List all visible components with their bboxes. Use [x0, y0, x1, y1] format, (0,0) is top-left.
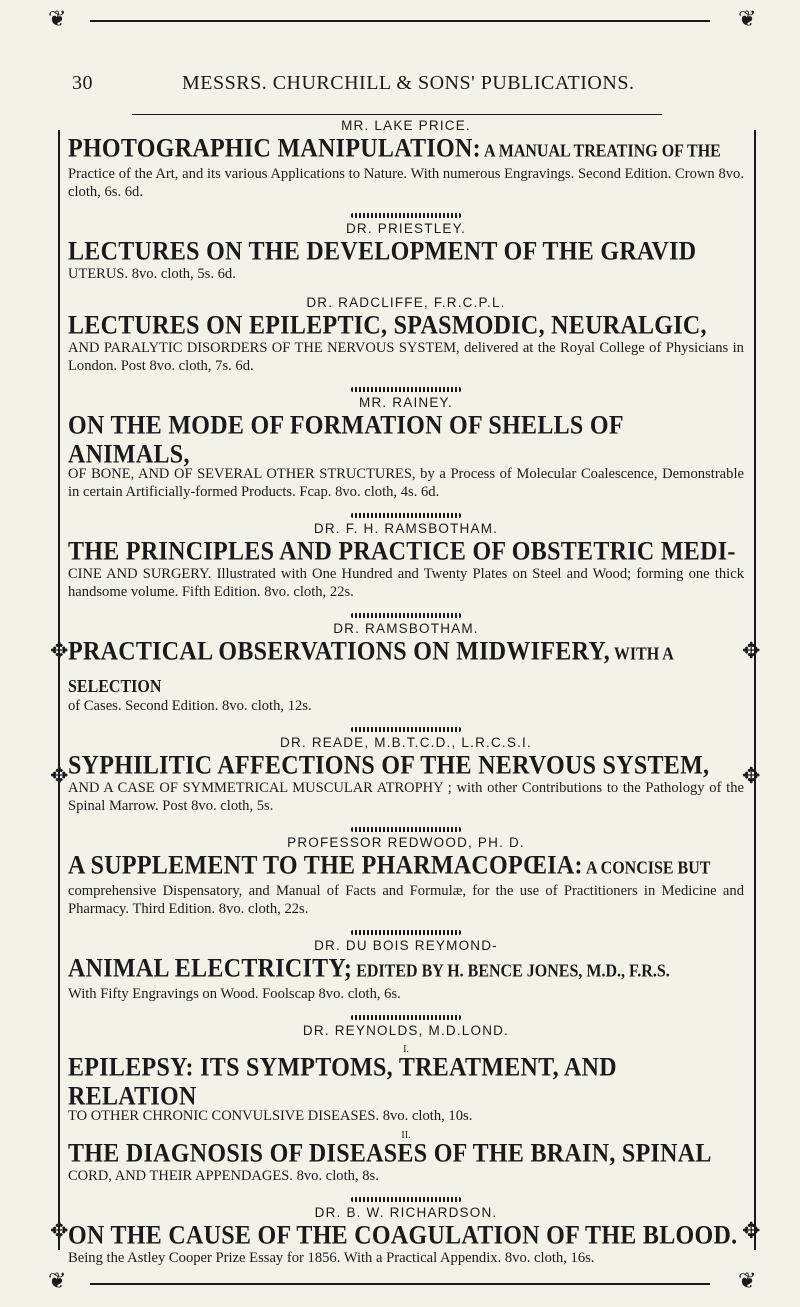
entry-description: UTERUS. 8vo. cloth, 5s. 6d.: [68, 266, 236, 282]
publication-entry: [68, 513, 744, 601]
entry-subtitle: UTERUS.: [68, 266, 129, 282]
corner-ornament-icon: ❦: [738, 1268, 757, 1293]
entry-description: Practice of the Art, and its various Applications to Nature. With numerous Engravings. Second Edition. Crown 8vo. cloth, 6s. 6d.: [68, 166, 744, 200]
wavy-divider: [351, 1197, 461, 1202]
entry-author: PROFESSOR REDWOOD, PH. D.: [287, 835, 525, 850]
publication-entry: [68, 1131, 744, 1185]
entry-title: LECTURES ON EPILEPTIC, SPASMODIC, NEURALGIC,: [68, 311, 707, 341]
publication-entry: [68, 387, 744, 501]
wavy-divider: [351, 513, 461, 518]
entry-title: LECTURES ON THE DEVELOPMENT OF THE GRAVID: [68, 237, 697, 267]
entry-author: MR. LAKE PRICE.: [341, 118, 471, 133]
side-ornament-icon: ✥: [50, 763, 69, 788]
entry-description: comprehensive Dispensatory, and Manual of Facts and Formulæ, for the use of Practitioners in Medicine and Pharmacy. Third Edition. 8vo. cloth, 22s.: [68, 883, 744, 917]
wavy-divider: [351, 727, 461, 732]
wavy-divider: [351, 1015, 461, 1020]
bottom-border-rule: [90, 1283, 710, 1285]
header-underline-rule: [132, 114, 662, 115]
entry-subtitle: CINE AND SURGERY.: [68, 566, 212, 582]
entry-description: AND PARALYTIC DISORDERS OF THE NERVOUS SYSTEM, delivered at the Royal College of Physicians in London. Post 8vo. cloth, 7s. 6d.: [68, 340, 744, 374]
entry-author: DR. REYNOLDS, M.D.LOND.: [302, 1023, 510, 1038]
left-border-rule: [58, 130, 60, 1250]
volume-numeral: I.: [403, 1044, 409, 1055]
corner-ornament-icon: ❦: [48, 6, 67, 31]
entry-subtitle: OF BONE, AND OF SEVERAL OTHER STRUCTURES,: [68, 466, 416, 482]
entry-description: CINE AND SURGERY. Illustrated with One Hundred and Twenty Plates on Steel and Wood; forming one thick handsome volume. Fifth Edition. 8vo. cloth, 22s.: [68, 566, 745, 600]
entry-author: MR. RAINEY.: [359, 395, 453, 410]
entry-title-rest: A MANUAL TREATING OF THE: [480, 141, 721, 161]
publication-entry: [68, 1197, 744, 1267]
entry-title: ON THE MODE OF FORMATION OF SHELLS OF ANIMALS,: [68, 411, 623, 470]
entry-subtitle: AND A CASE OF SYMMETRICAL MUSCULAR ATROPHY ;: [68, 780, 452, 796]
publication-list: [68, 118, 744, 1279]
publication-entry: [68, 118, 744, 201]
entry-author: DR. READE, M.B.T.C.D., L.R.C.S.I.: [280, 735, 532, 750]
side-ornament-icon: ✥: [742, 638, 761, 663]
side-ornament-icon: ✥: [742, 763, 761, 788]
entry-title: THE DIAGNOSIS OF DISEASES OF THE BRAIN, SPINAL: [68, 1139, 712, 1169]
entry-author: DR. DU BOIS REYMOND-: [314, 938, 498, 953]
side-ornament-icon: ✥: [50, 1218, 69, 1243]
entry-title: ANIMAL ELECTRICITY; EDITED BY H. BENCE JONES, M.D., F.R.S.: [68, 954, 670, 984]
running-title: MESSRS. CHURCHILL & SONS' PUBLICATIONS.: [182, 72, 635, 94]
entry-title: PRACTICAL OBSERVATIONS ON MIDWIFERY, WITH A SELECTION: [68, 637, 673, 697]
entry-title: ON THE CAUSE OF THE COAGULATION OF THE BLOOD.: [68, 1221, 738, 1251]
entry-title-rest: A CONCISE BUT: [582, 858, 711, 878]
entry-subtitle: TO OTHER CHRONIC CONVULSIVE DISEASES.: [68, 1108, 380, 1124]
top-border-rule: [90, 20, 710, 22]
publication-entry: [68, 930, 744, 1003]
entry-description: of Cases. Second Edition. 8vo. cloth, 12s.: [68, 698, 312, 714]
entry-title: THE PRINCIPLES AND PRACTICE OF OBSTETRIC MEDI-: [68, 537, 736, 567]
publication-entry: [68, 727, 744, 815]
publication-entry: [68, 613, 744, 715]
publication-entry: [68, 213, 744, 283]
entry-author: DR. PRIESTLEY.: [345, 221, 467, 236]
entry-description: Being the Astley Cooper Prize Essay for 1856. With a Practical Appendix. 8vo. cloth, 16s.: [68, 1250, 595, 1266]
entry-subtitle: AND PARALYTIC DISORDERS OF THE NERVOUS SYSTEM,: [68, 340, 460, 356]
corner-ornament-icon: ❦: [738, 6, 757, 31]
entry-title: EPILEPSY: ITS SYMPTOMS, TREATMENT, AND RELATION: [68, 1053, 617, 1112]
entry-description: With Fifty Engravings on Wood. Foolscap 8vo. cloth, 6s.: [68, 986, 401, 1002]
entry-title: SYPHILITIC AFFECTIONS OF THE NERVOUS SYSTEM,: [68, 751, 710, 781]
entry-title-rest: EDITED BY H. BENCE JONES, M.D., F.R.S.: [352, 961, 670, 981]
publication-entry: [68, 1015, 744, 1125]
side-ornament-icon: ✥: [742, 1218, 761, 1243]
entry-title: A SUPPLEMENT TO THE PHARMACOPŒIA: A CONCISE BUT: [68, 851, 711, 881]
wavy-divider: [351, 387, 461, 392]
entry-author: DR. RADCLIFFE, F.R.C.P.L.: [306, 295, 506, 310]
right-border-rule: [754, 130, 756, 1250]
page-number: 30: [72, 72, 93, 94]
entry-description: OF BONE, AND OF SEVERAL OTHER STRUCTURES, by a Process of Molecular Coalescence, Demonstrable in certain Artificially-formed Products. Fcap. 8vo. cloth, 4s. 6d.: [68, 466, 744, 500]
corner-ornament-icon: ❦: [48, 1268, 67, 1293]
entry-author: DR. F. H. RAMSBOTHAM.: [313, 521, 499, 536]
entry-description: CORD, AND THEIR APPENDAGES. 8vo. cloth, 8s.: [68, 1168, 379, 1184]
entry-subtitle: CORD, AND THEIR APPENDAGES.: [68, 1168, 293, 1184]
entry-title-rest: WITH A SELECTION: [68, 644, 673, 697]
entry-author: DR. B. W. RICHARDSON.: [314, 1205, 498, 1220]
wavy-divider: [351, 930, 461, 935]
entry-title: PHOTOGRAPHIC MANIPULATION: A MANUAL TREATING OF THE: [68, 134, 721, 164]
publication-entry: [68, 827, 744, 918]
entry-description: TO OTHER CHRONIC CONVULSIVE DISEASES. 8vo. cloth, 10s.: [68, 1108, 473, 1124]
publication-entry: [68, 295, 744, 375]
volume-numeral: II.: [401, 1130, 411, 1141]
entry-description: AND A CASE OF SYMMETRICAL MUSCULAR ATROPHY ; with other Contributions to the Pathology of the Spinal Marrow. Post 8vo. cloth, 5s.: [68, 780, 744, 814]
wavy-divider: [351, 213, 461, 218]
wavy-divider: [351, 613, 461, 618]
entry-author: DR. RAMSBOTHAM.: [333, 621, 479, 636]
wavy-divider: [351, 827, 461, 832]
side-ornament-icon: ✥: [50, 638, 69, 663]
